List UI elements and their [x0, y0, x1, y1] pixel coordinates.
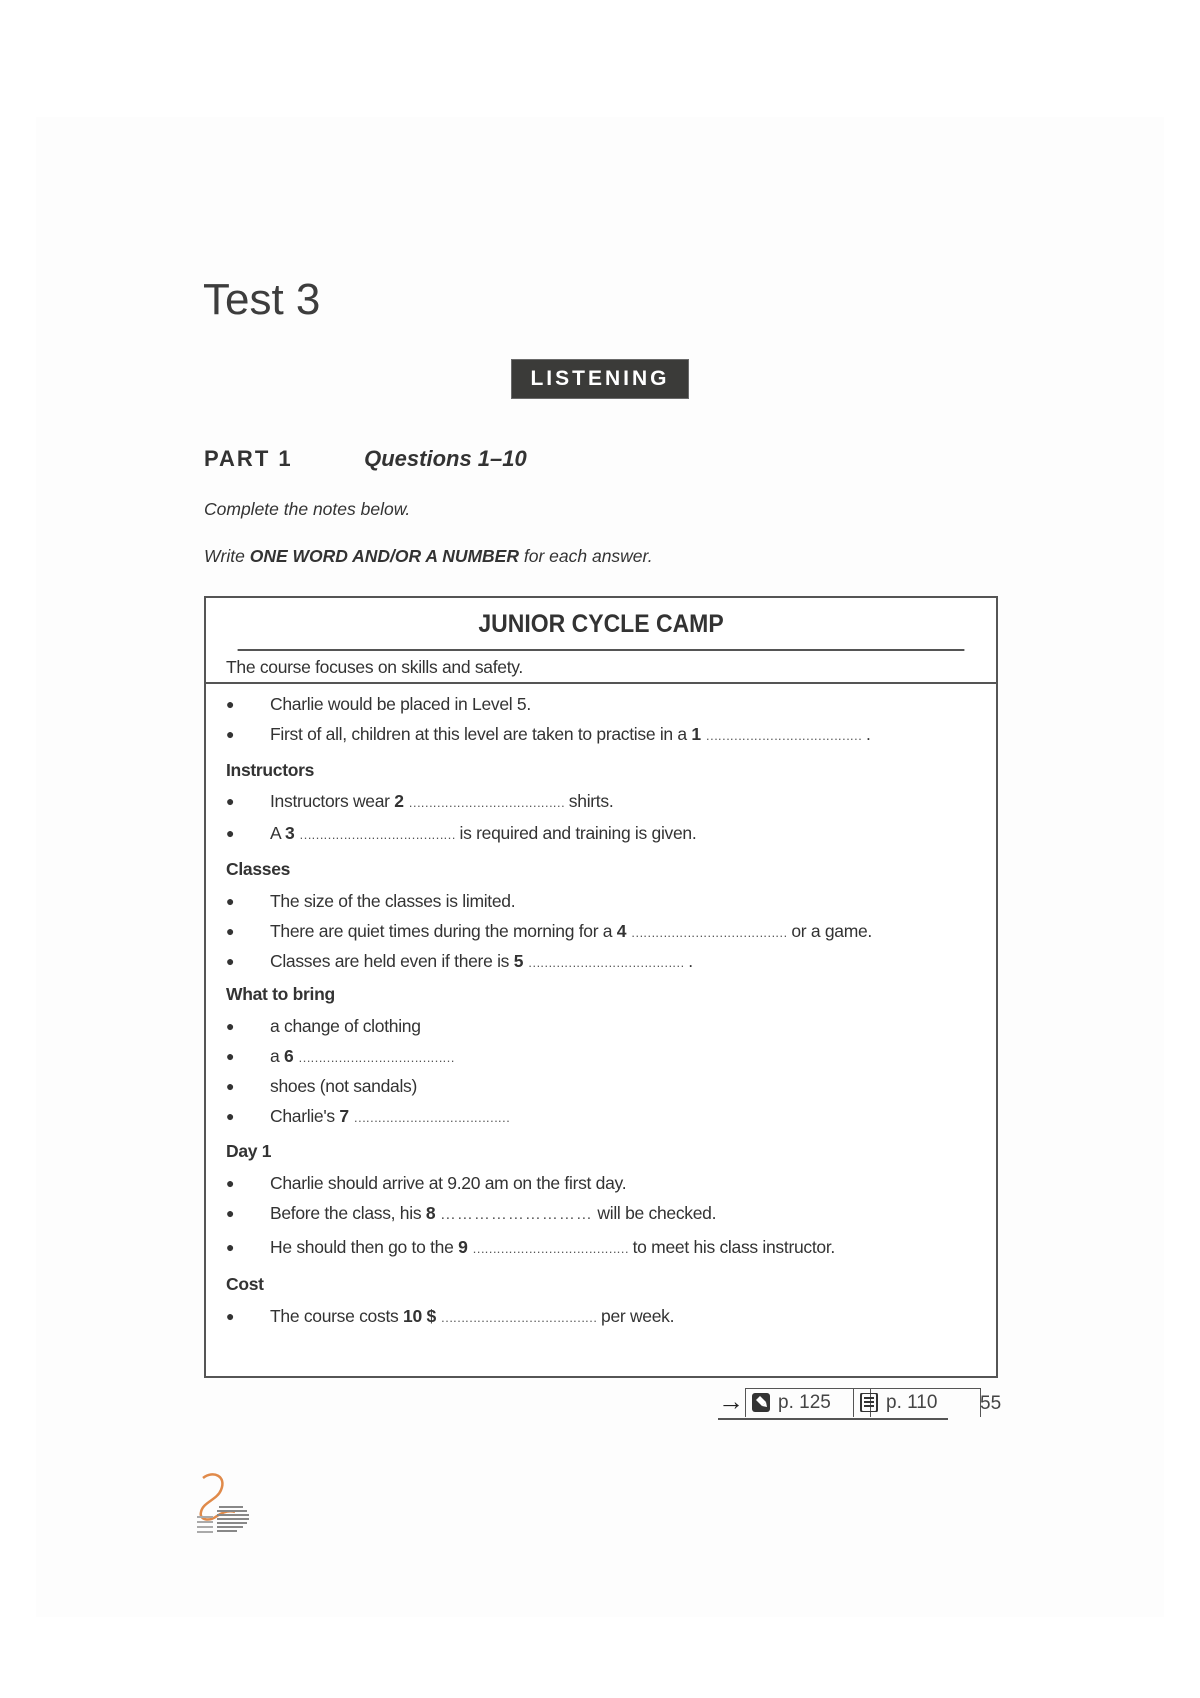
question-number: 8	[425, 1203, 436, 1223]
question-number: 2	[394, 791, 404, 811]
arrow-right-icon: →	[718, 1386, 744, 1416]
bullet-icon: ●	[226, 953, 235, 969]
pencil-icon	[752, 1393, 770, 1412]
answer-blank-4[interactable]: …………………………………	[630, 925, 787, 940]
reference-underline	[718, 1418, 948, 1420]
bullet-icon: ●	[226, 825, 235, 841]
answer-key-page: p. 125	[778, 1392, 831, 1413]
bullet-icon: ●	[226, 1078, 235, 1094]
answer-blank-8[interactable]: ………………………	[439, 1206, 593, 1223]
answer-blank-7[interactable]: …………………………………	[353, 1110, 510, 1125]
section-heading-cost: Cost	[226, 1274, 264, 1294]
bullet-icon: ●	[226, 726, 235, 742]
answer-blank-3[interactable]: …………………………………	[298, 827, 455, 842]
answer-blank-9[interactable]: …………………………………	[472, 1241, 629, 1256]
part-heading	[204, 446, 527, 476]
transcript-reference[interactable]	[853, 1388, 981, 1417]
bullet-icon: ●	[226, 793, 235, 809]
bullet-icon: ●	[226, 893, 235, 909]
question-number: 1	[691, 724, 701, 744]
bullet-icon: ●	[226, 1048, 235, 1064]
answer-blank-1[interactable]: …………………………………	[705, 728, 862, 743]
answer-blank-5[interactable]: …………………………………	[527, 955, 684, 970]
bullet-icon: ●	[226, 1205, 235, 1221]
question-number: 9	[458, 1237, 468, 1257]
bullet-icon: ●	[226, 1175, 235, 1191]
bullet-icon: ●	[226, 1308, 235, 1324]
answer-format-emphasis: ONE WORD AND/OR A NUMBER	[249, 546, 519, 566]
questions-range: Questions 1–10	[364, 446, 527, 471]
bullet-icon: ●	[226, 923, 235, 939]
section-heading-instructors: Instructors	[226, 760, 315, 780]
bullet-icon: ●	[226, 1108, 235, 1124]
bullet-icon: ●	[226, 696, 235, 712]
question-number: 5	[513, 951, 524, 971]
document-icon	[860, 1393, 878, 1412]
bullet-icon: ●	[226, 1018, 235, 1034]
instruction-complete-notes: Complete the notes below.	[204, 499, 411, 519]
part-label: PART 1	[204, 446, 293, 471]
section-heading-classes: Classes	[226, 859, 291, 879]
transcript-page: p. 110	[886, 1392, 938, 1413]
answer-blank-2[interactable]: …………………………………	[408, 795, 565, 810]
instruction-answer-format: Write ONE WORD AND/OR A NUMBER for each answer.	[204, 546, 653, 566]
section-heading-day-1: Day 1	[226, 1141, 272, 1161]
notes-title: JUNIOR CYCLE CAMP	[238, 598, 965, 651]
notes-subtitle: The course focuses on skills and safety.	[206, 651, 996, 684]
section-heading-what-to-bring: What to bring	[226, 984, 335, 1004]
question-number: 10	[403, 1306, 422, 1326]
question-number: 7	[339, 1106, 349, 1126]
test-title: Test 3	[203, 275, 321, 324]
answer-blank-6[interactable]: …………………………………	[298, 1050, 454, 1065]
section-badge: LISTENING	[512, 360, 688, 398]
publisher-logo-icon	[195, 1472, 255, 1542]
question-number: 3	[284, 823, 295, 843]
question-number: 6	[284, 1046, 294, 1066]
question-number: 4	[616, 921, 627, 941]
page-number: 55	[980, 1393, 1002, 1414]
bullet-icon: ●	[226, 1239, 235, 1255]
answer-blank-10[interactable]: …………………………………	[440, 1310, 597, 1325]
notes-box: JUNIOR CYCLE CAMP The course focuses on skills and safety. ● Charlie would be placed in Level 5. ● First of all, children at this level are taken to practise in a 1 ………………………………… . Instructors ● Instructors wear 2 ………………………………… shirts. ● A 3 ………………………………… is required and training is given. Classes ● The size of the classes is limited. ● There are quiet times during the morning for a 4 ………………………………… or a game. ● Classes are held even if there is 5 ………………………………… . What to bring ● a change of clothing ● a 6 ………………………………… ● shoes (not sandals) ● Charlie's 7 ………………………………… Day 1 ● Charlie should arrive at 9.20 am on the first day. ● Before the class, his 8 ……………………… will be checked. ● He should then go to the 9 ………………………………… to meet his class instructor. Cost ● The course costs 10 $ ………………………………… per week.	[204, 596, 998, 1378]
